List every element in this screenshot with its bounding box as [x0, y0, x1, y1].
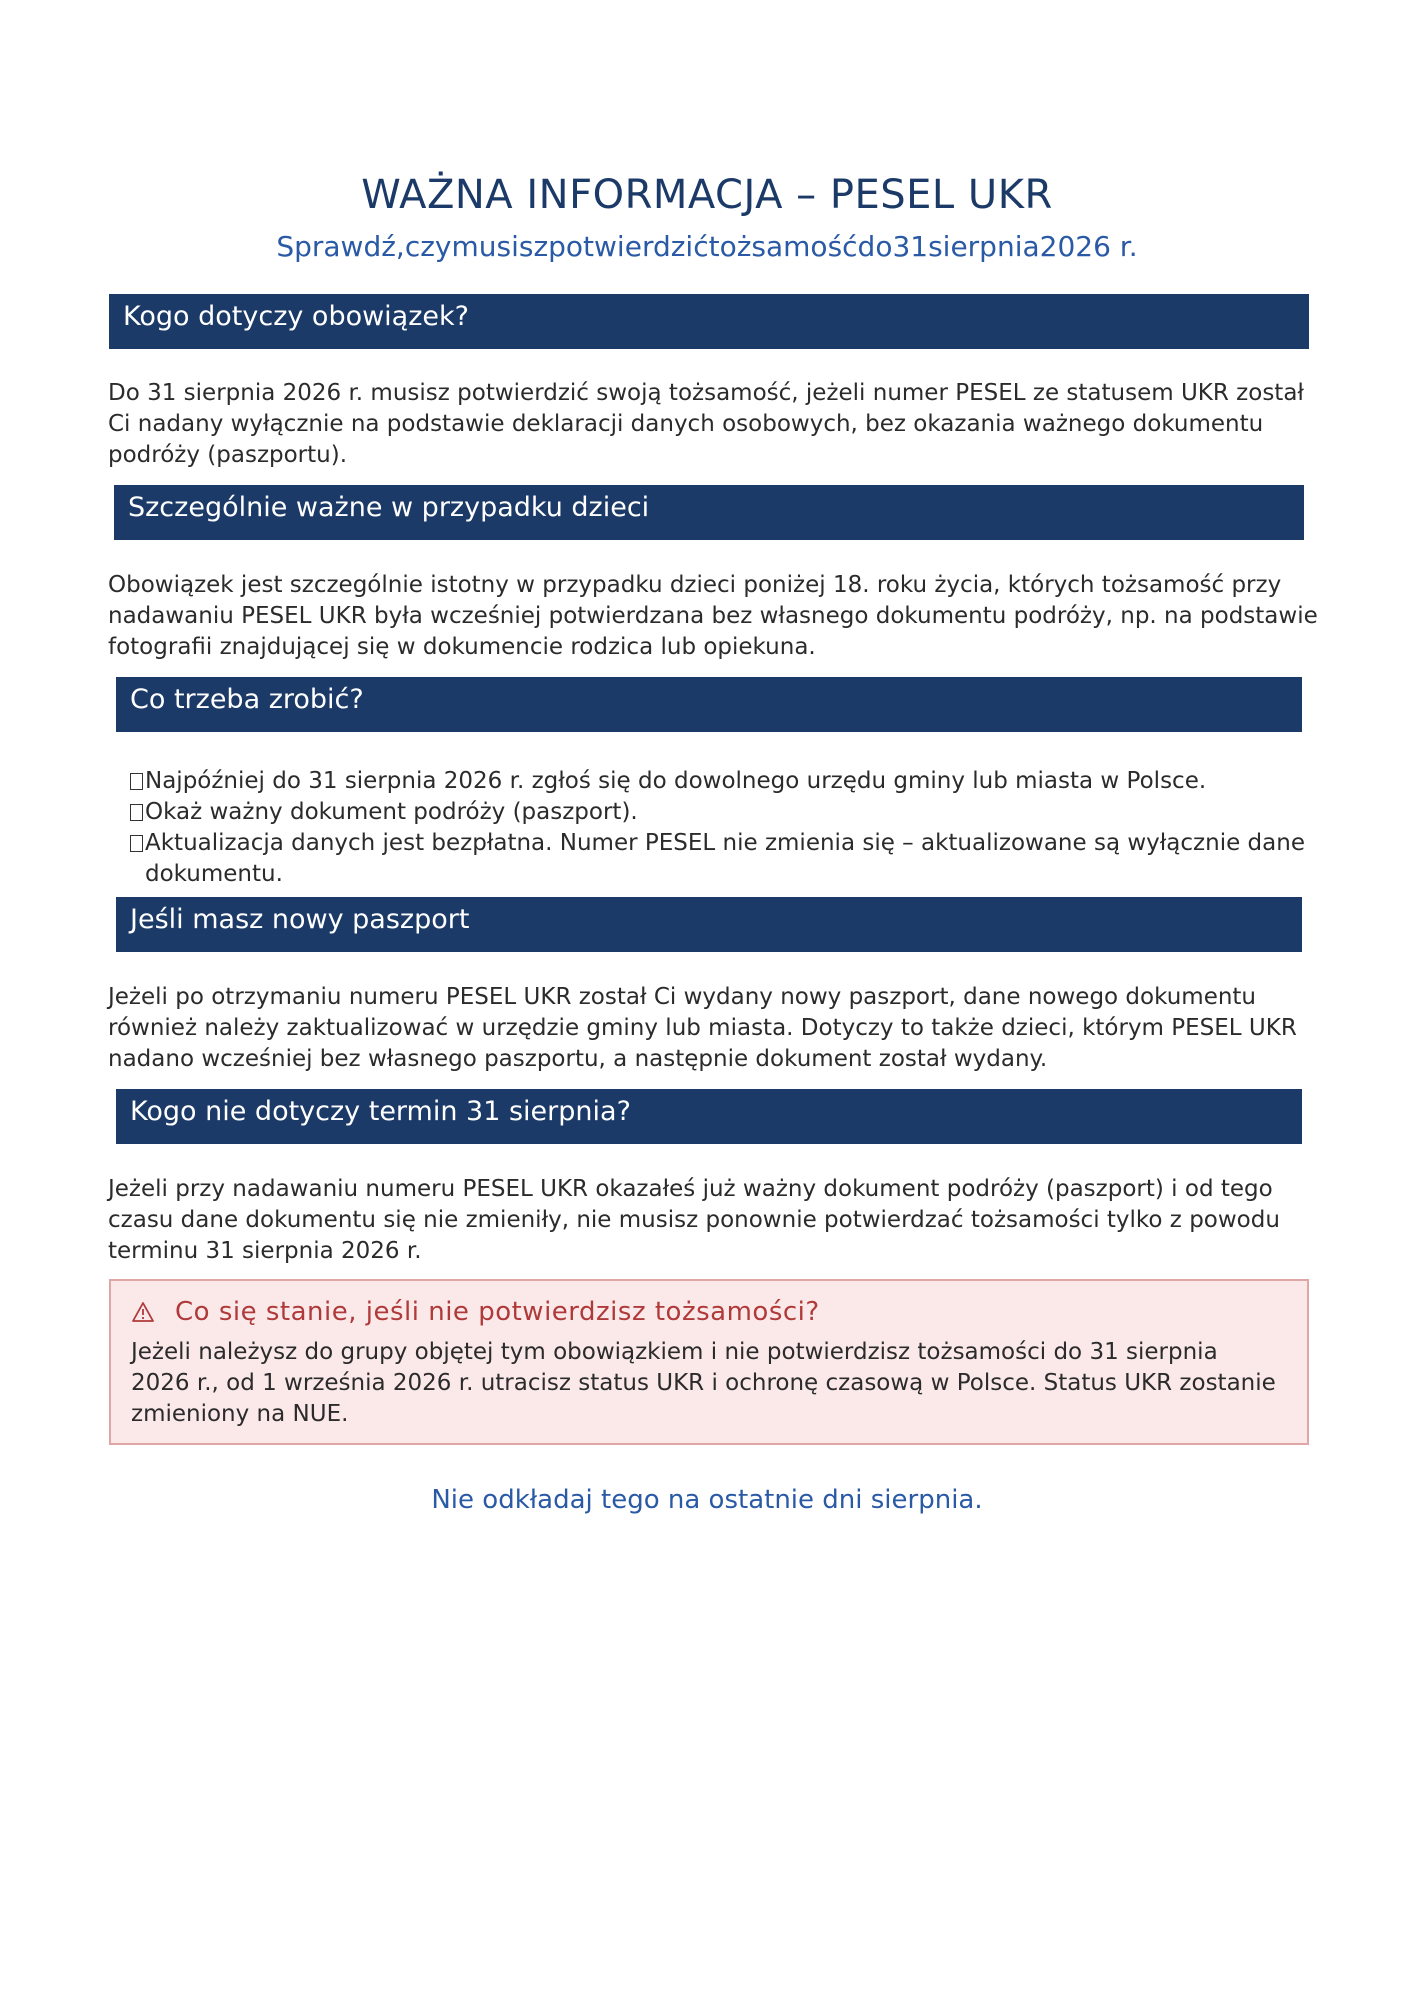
todo-step — [130, 797, 1310, 828]
page-subtitle: Sprawdź,czymusiszpotwierdzićtożsamośćdo31sierpnia2026 r. — [276, 230, 1138, 263]
page-title: WAŻNA INFORMACJA – PESEL UKR — [361, 172, 1053, 218]
todo-step-text: Okaż ważny dokument podróży (paszport). — [145, 799, 638, 825]
todo-steps-list — [130, 766, 1310, 890]
todo-step-text: Najpóźniej do 31 sierpnia 2026 r. zgłoś się do dowolnego urzędu gminy lub miasta w Polsce. — [145, 768, 1207, 794]
section-heading-todo — [116, 677, 1302, 732]
section-heading-who — [109, 294, 1309, 349]
section-text-children: Obowiązek jest szczególnie istotny w przypadku dzieci poniżej 18. roku życia, których tożsamość przy nadawaniu PESEL UKR była wcześniej potwierdzana bez własnego dokumentu podróży, np. na podstawie fotografii znajdującej się w dokumencie rodzica lub opiekuna. — [108, 572, 1318, 660]
checkbox-icon — [130, 773, 143, 790]
section-text-who: Do 31 sierpnia 2026 r. musisz potwierdzić swoją tożsamość, jeżeli numer PESEL ze statusem UKR został Ci nadany wyłącznie na podstawie deklaracji danych osobowych, bez okazania ważnego dokumentu podróży (paszportu). — [108, 380, 1304, 468]
warning-alert-box — [109, 1279, 1309, 1445]
section-heading-who-label: Kogo dotyczy obowiązek? — [123, 301, 469, 332]
alert-heading-row — [131, 1297, 820, 1327]
section-heading-new-passport-label: Jeśli masz nowy paszport — [130, 904, 470, 935]
alert-heading: Co się stanie, jeśli nie potwierdzisz tożsamości? — [175, 1297, 820, 1327]
section-heading-todo-label: Co trzeba zrobić? — [130, 684, 364, 715]
alert-text: Jeżeli należysz do grupy objętej tym obowiązkiem i nie potwierdzisz tożsamości do 31 sierpnia 2026 r., od 1 września 2026 r. utracisz status UKR i ochronę czasową w Polsce. Status UKR zostanie zmieniony na NUE. — [131, 1339, 1276, 1427]
section-heading-children — [114, 485, 1304, 540]
section-heading-children-label: Szczególnie ważne w przypadku dzieci — [128, 492, 650, 523]
todo-step — [130, 766, 1310, 797]
todo-step — [130, 828, 1310, 890]
todo-step-text: Aktualizacja danych jest bezpłatna. Numer PESEL nie zmienia się – aktualizowane są wyłącznie dane dokumentu. — [145, 830, 1305, 887]
section-heading-not-concerned — [116, 1089, 1302, 1144]
checkbox-icon — [130, 835, 143, 852]
checkbox-icon — [130, 804, 143, 821]
footer-reminder: Nie odkładaj tego na ostatnie dni sierpnia. — [431, 1485, 983, 1515]
section-text-new-passport: Jeżeli po otrzymaniu numeru PESEL UKR został Ci wydany nowy paszport, dane nowego dokumentu również należy zaktualizować w urzędzie gminy lub miasta. Dotyczy to także dzieci, którym PESEL UKR nadano wcześniej bez własnego paszportu, a następnie dokument został wydany. — [108, 984, 1297, 1072]
warning-icon — [131, 1301, 155, 1323]
section-heading-not-concerned-label: Kogo nie dotyczy termin 31 sierpnia? — [130, 1096, 631, 1127]
section-text-not-concerned: Jeżeli przy nadawaniu numeru PESEL UKR okazałeś już ważny dokument podróży (paszport) i od tego czasu dane dokumentu się nie zmieniły, nie musisz ponownie potwierdzać tożsamości tylko z powodu terminu 31 sierpnia 2026 r. — [108, 1176, 1280, 1264]
section-heading-new-passport — [116, 897, 1302, 952]
